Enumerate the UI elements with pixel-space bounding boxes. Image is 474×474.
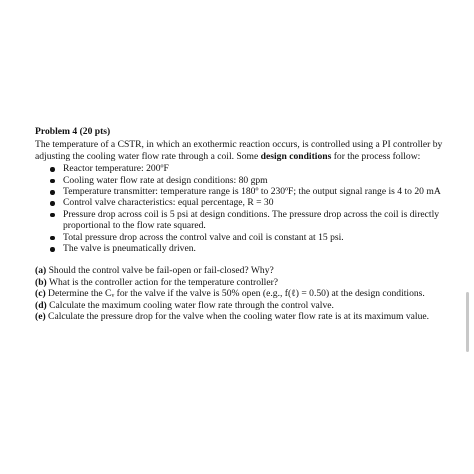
question-text: What is the controller action for the temperature controller? <box>46 276 279 288</box>
question-e <box>35 311 460 322</box>
bullet-icon <box>50 190 55 195</box>
question-text: Calculate the pressure drop for the valve when the cooling water flow rate is at its maximum value. <box>45 311 430 323</box>
list-item <box>35 232 460 243</box>
list-item <box>35 197 460 208</box>
question-text: Calculate the maximum cooling water flow rate through the control valve. <box>46 299 334 311</box>
bullet-icon <box>50 247 55 252</box>
intro-text-2: for the process follow: <box>331 150 421 162</box>
list-item-text: Cooling water flow rate at design conditions: 80 gpm <box>63 174 268 186</box>
design-conditions-list <box>35 163 460 254</box>
intro-bold-text: design conditions <box>260 150 332 162</box>
question-text: Determine the Cᵥ for the valve if the valve is 50% open (e.g., f(ℓ) = 0.50) at the design conditions. <box>45 288 425 300</box>
question-label: (a) <box>35 265 47 277</box>
bullet-icon <box>50 236 55 241</box>
question-label: (c) <box>35 288 46 300</box>
question-text: Should the control valve be fail-open or fail-closed? Why? <box>46 265 274 277</box>
bullet-icon <box>50 179 55 184</box>
list-item-text: Temperature transmitter: temperature range is 180º to 230ºF; the output signal range is 4 to 20 mA <box>63 186 441 198</box>
list-item <box>35 243 460 254</box>
question-a <box>35 265 460 276</box>
problem-title: Problem 4 (20 pts) <box>35 126 111 137</box>
list-item-text: Pressure drop across coil is 5 psi at design conditions. The pressure drop across the coil is directly proportional to the flow rate squared. <box>63 208 440 232</box>
question-c <box>35 288 460 299</box>
problem-content <box>35 126 460 323</box>
list-item <box>35 209 460 232</box>
list-item-text: Total pressure drop across the control valve and coil is constant at 15 psi. <box>63 231 344 243</box>
problem-intro <box>35 139 460 162</box>
list-item-text: Reactor temperature: 200ºF <box>63 163 169 175</box>
question-label: (b) <box>35 276 47 288</box>
list-item-text: The valve is pneumatically driven. <box>63 243 196 255</box>
list-item <box>35 163 460 174</box>
bullet-icon <box>50 201 55 206</box>
scrollbar-thumb[interactable] <box>466 292 469 352</box>
list-item <box>35 175 460 186</box>
scrollbar-track[interactable] <box>466 0 472 474</box>
intro-text-1: The temperature of a CSTR, in which an exothermic reaction occurs, is controlled using a PI controller by adjusting the cooling water flow rate through a coil. Some <box>35 139 443 162</box>
question-label: (e) <box>35 311 46 323</box>
bullet-icon <box>50 213 55 218</box>
list-item-text: Control valve characteristics: equal percentage, R = 30 <box>63 197 274 209</box>
question-d <box>35 300 460 311</box>
question-b <box>35 277 460 288</box>
bullet-icon <box>50 167 55 172</box>
list-item <box>35 186 460 197</box>
questions-list <box>35 265 460 322</box>
question-label: (d) <box>35 299 47 311</box>
